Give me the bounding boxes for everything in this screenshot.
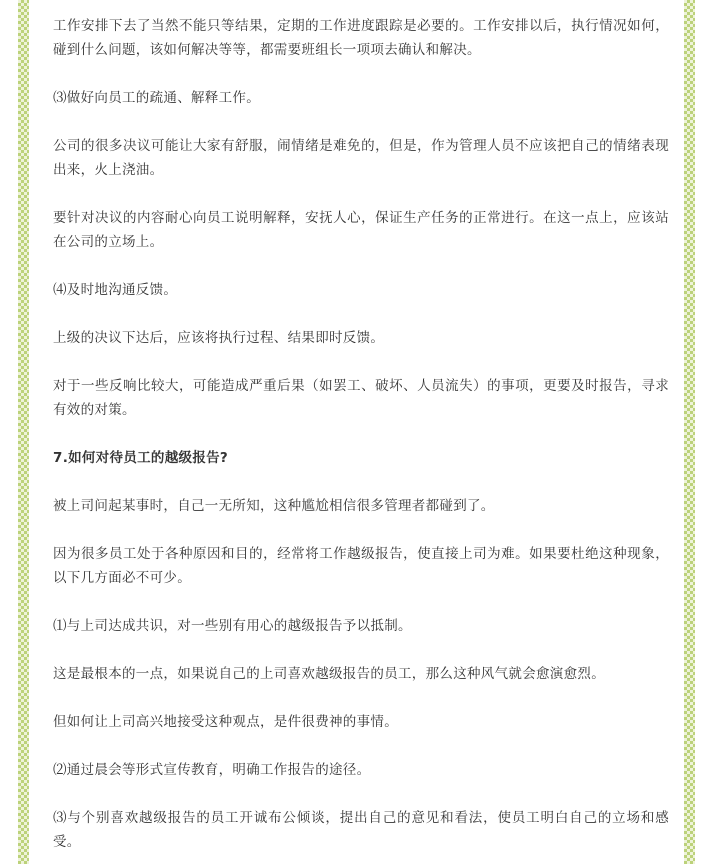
paragraph: 这是最根本的一点，如果说自己的上司喜欢越级报告的员工，那么这种风气就会愈演愈烈。	[53, 666, 605, 682]
paragraph: 要针对决议的内容耐心向员工说明解释，安抚人心，保证生产任务的正常进行。在这一点上，应该站在公司的立场上。	[53, 210, 669, 250]
paragraph: ⑵通过晨会等形式宣传教育，明确工作报告的途径。	[53, 762, 371, 778]
paragraph: ⑴与上司达成共识，对一些别有用心的越级报告予以抵制。	[53, 618, 412, 634]
paragraph: 但如何让上司高兴地接受这种观点，是件很费神的事情。	[53, 714, 398, 730]
paragraph: ⑷及时地沟通反馈。	[53, 282, 178, 298]
paragraph: 工作安排下去了当然不能只等结果，定期的工作进度跟踪是必要的。工作安排以后，执行情况如何，碰到什么问题，该如何解决等等，都需要班组长一项项去确认和解决。	[53, 18, 669, 58]
paragraph: ⑶与个别喜欢越级报告的员工开诚布公倾谈，提出自己的意见和看法，使员工明白自己的立场和感受。	[53, 810, 669, 850]
right-decorative-border	[684, 0, 695, 864]
section-heading: 7.如何对待员工的越级报告?	[53, 450, 229, 466]
paragraph: 被上司问起某事时，自己一无所知，这种尴尬相信很多管理者都碰到了。	[53, 498, 495, 514]
paragraph: ⑶做好向员工的疏通、解释工作。	[53, 90, 260, 106]
paragraph: 因为很多员工处于各种原因和目的，经常将工作越级报告，使直接上司为难。如果要杜绝这种现象，以下几方面必不可少。	[53, 546, 669, 586]
left-decorative-border	[18, 0, 29, 864]
paragraph: 公司的很多决议可能让大家有舒服，闹情绪是难免的，但是，作为管理人员不应该把自己的情绪表现出来，火上浇油。	[53, 138, 669, 178]
paragraph: 对于一些反响比较大，可能造成严重后果（如罢工、破坏、人员流失）的事项，更要及时报告，寻求有效的对策。	[53, 378, 669, 418]
paragraph: 上级的决议下达后，应该将执行过程、结果即时反馈。	[53, 330, 385, 346]
article-body	[53, 14, 669, 864]
